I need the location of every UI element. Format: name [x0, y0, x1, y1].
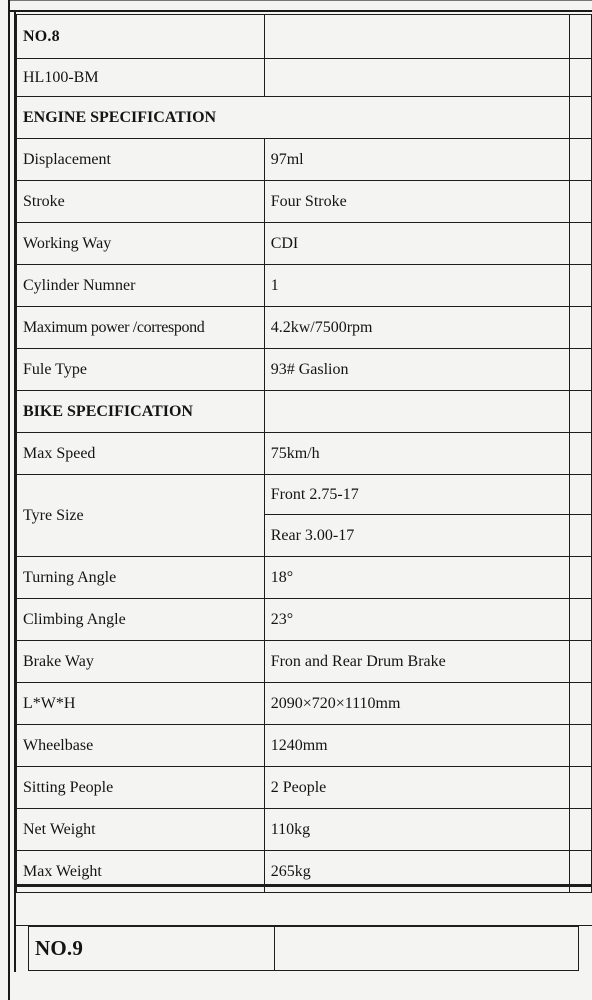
sheet-separator-band	[16, 884, 592, 926]
spec-value: 97ml	[264, 139, 569, 181]
table-row	[17, 725, 592, 767]
table-row	[17, 349, 592, 391]
empty-cell	[570, 223, 592, 265]
specification-table	[16, 14, 592, 893]
spec-value: Fron and Rear Drum Brake	[264, 641, 569, 683]
table-row	[17, 181, 592, 223]
spec-value: 23°	[264, 599, 569, 641]
empty-cell	[570, 97, 592, 139]
spec-label: Max Weight	[17, 851, 265, 893]
bike-section-heading: BIKE SPECIFICATION	[17, 391, 265, 433]
spec-value: 265kg	[264, 851, 569, 893]
table-row	[17, 475, 592, 515]
table-row	[17, 599, 592, 641]
spec-label: Maximum power /correspond	[17, 307, 265, 349]
table-row	[17, 809, 592, 851]
empty-cell	[570, 767, 592, 809]
empty-cell	[570, 725, 592, 767]
table-row	[17, 265, 592, 307]
spec-label: Wheelbase	[17, 725, 265, 767]
frame-top-edge	[8, 0, 592, 1]
empty-cell	[264, 59, 569, 97]
table-row	[17, 683, 592, 725]
empty-cell	[570, 181, 592, 223]
empty-cell	[570, 307, 592, 349]
spec-value: 1	[264, 265, 569, 307]
empty-cell	[264, 15, 569, 59]
spec-label: Max Speed	[17, 433, 265, 475]
table-row	[17, 391, 592, 433]
table-row	[17, 139, 592, 181]
table-row	[17, 433, 592, 475]
spec-label: Turning Angle	[17, 557, 265, 599]
sheet-number: NO.8	[17, 15, 265, 59]
empty-cell	[570, 599, 592, 641]
spec-label: Sitting People	[17, 767, 265, 809]
empty-cell	[570, 59, 592, 97]
table-row	[17, 307, 592, 349]
empty-cell	[570, 475, 592, 515]
spec-value: CDI	[264, 223, 569, 265]
empty-cell	[570, 641, 592, 683]
spec-value: Four Stroke	[264, 181, 569, 223]
spec-value: 2090×720×1110mm	[264, 683, 569, 725]
spec-value: 18°	[264, 557, 569, 599]
spec-label: Displacement	[17, 139, 265, 181]
empty-cell	[570, 391, 592, 433]
spec-label: Stroke	[17, 181, 265, 223]
empty-cell	[570, 683, 592, 725]
empty-cell	[275, 927, 579, 971]
table-row	[17, 767, 592, 809]
spec-label: Fule Type	[17, 349, 265, 391]
spec-label: Net Weight	[17, 809, 265, 851]
empty-cell	[570, 557, 592, 599]
frame-left-outer-rule	[8, 0, 10, 1000]
empty-cell	[264, 391, 569, 433]
spec-label: Cylinder Numner	[17, 265, 265, 307]
empty-cell	[570, 809, 592, 851]
table-row	[17, 641, 592, 683]
empty-cell	[570, 265, 592, 307]
spec-value: 110kg	[264, 809, 569, 851]
table-row	[17, 97, 592, 139]
next-sheet-number: NO.9	[29, 927, 275, 971]
spec-value-rear-tyre: Rear 3.00-17	[264, 515, 569, 557]
spec-value-front-tyre: Front 2.75-17	[264, 475, 569, 515]
spec-value: 2 People	[264, 767, 569, 809]
spec-label: Working Way	[17, 223, 265, 265]
spec-label: Climbing Angle	[17, 599, 265, 641]
empty-cell	[570, 349, 592, 391]
spec-label: L*W*H	[17, 683, 265, 725]
table-row	[17, 223, 592, 265]
spec-value: 4.2kw/7500rpm	[264, 307, 569, 349]
empty-cell	[570, 515, 592, 557]
table-row	[17, 557, 592, 599]
empty-cell	[570, 139, 592, 181]
spec-value: 1240mm	[264, 725, 569, 767]
spec-value: 93# Gaslion	[264, 349, 569, 391]
empty-cell	[570, 433, 592, 475]
spec-value: 75km/h	[264, 433, 569, 475]
empty-cell	[570, 15, 592, 59]
spec-label: Brake Way	[17, 641, 265, 683]
engine-section-heading: ENGINE SPECIFICATION	[17, 97, 570, 139]
model-name: HL100-BM	[17, 59, 265, 97]
table-row	[17, 59, 592, 97]
table-row	[29, 927, 579, 971]
frame-top-rule	[8, 10, 592, 12]
spec-label: Tyre Size	[17, 475, 265, 557]
table-row	[17, 15, 592, 59]
next-sheet-table	[28, 926, 579, 971]
